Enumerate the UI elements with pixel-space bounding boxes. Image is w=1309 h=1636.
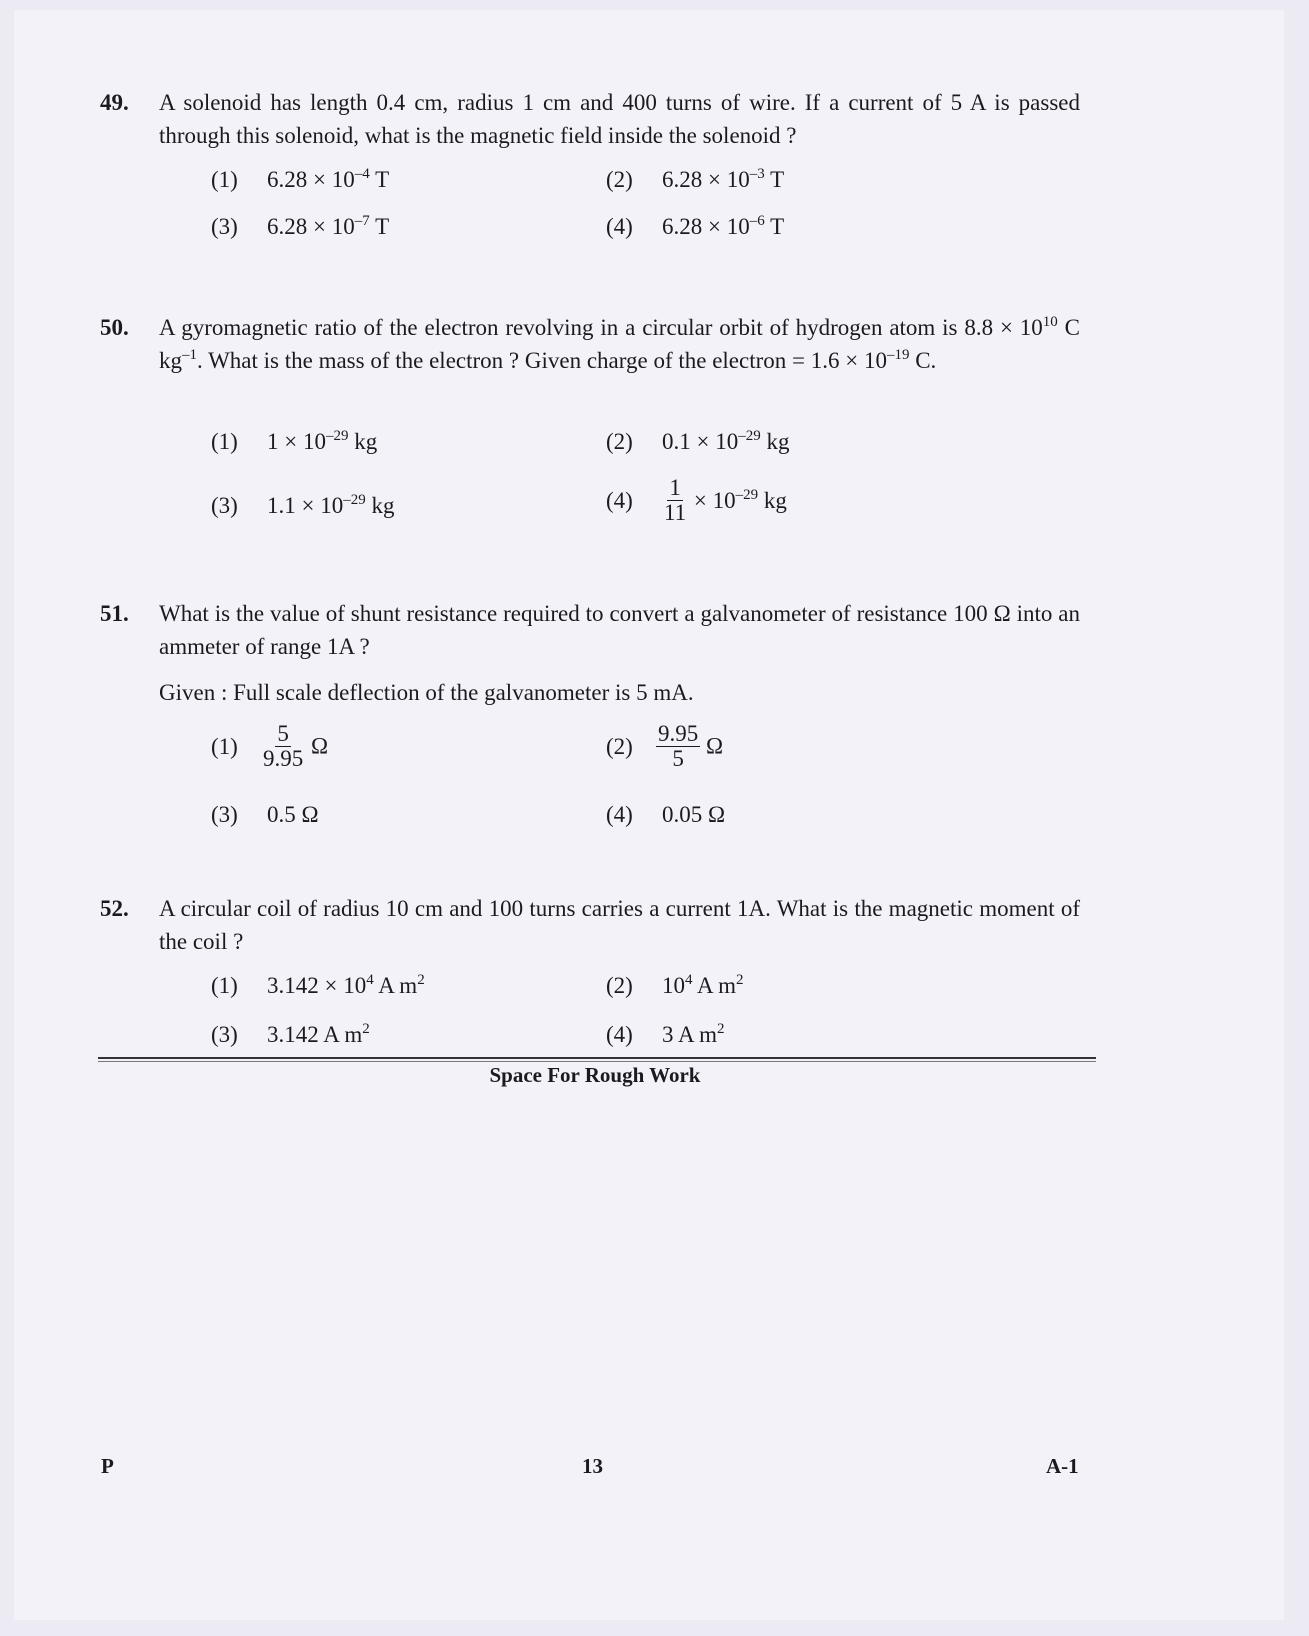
option-50-2: (2) $0.1 \times 10^{-29}$ kg — [606, 428, 790, 454]
option-49-3: (3) $6.28 \times 10^{-7}$ T — [211, 213, 390, 239]
fraction: $\frac{5}{9.95}$ — [263, 721, 304, 771]
option-52-4: (4) 3 A $m^2$ — [606, 1021, 725, 1047]
option-52-2: (2) $10^4$ A $m^2$ — [606, 972, 744, 998]
question-text: A gyromagnetic ratio of the electron revolving in a circular orbit of hydrogen atom is $8.8 \times 10^{10}$ C $kg^{-1}$. What is the mass of the electron ? Given charge of the electron = $1.6 \times 10^{-19}$ C. — [159, 314, 1080, 373]
divider-rule — [98, 1057, 1096, 1059]
question-number: 52. — [100, 896, 129, 921]
fraction: $\frac{9.95}{5}$ — [658, 721, 699, 771]
option-51-1: (1) $\frac{5}{9.95}$ Ω — [211, 721, 329, 771]
question-number: 50. — [100, 315, 129, 340]
option-49-4: (4) $6.28 \times 10^{-6}$ T — [606, 213, 785, 239]
option-51-4: (4) 0.05 Ω — [606, 802, 726, 827]
page-number: 13 — [582, 1454, 603, 1478]
divider-rule-thin — [98, 1061, 1096, 1062]
option-49-2: (2) $6.28 \times 10^{-3}$ T — [606, 166, 785, 192]
question-text: A solenoid has length 0.4 cm, radius 1 cm and 400 turns of wire. If a current of 5 A is passed through this solenoid, what is the magnetic field inside the solenoid ? — [159, 90, 1080, 148]
option-50-3: (3) $1.1 \times 10^{-29}$ kg — [211, 492, 395, 518]
question-text: A circular coil of radius 10 cm and 100 turns carries a current 1A. What is the magnetic moment of the coil ? — [159, 896, 1080, 954]
question-number: 49. — [100, 90, 129, 115]
option-50-4: (4) $\frac{1}{11}$ × $10^{-29}$ kg — [606, 475, 787, 525]
fraction: $\frac{1}{11}$ — [664, 475, 687, 525]
option-49-1: (1) $6.28 \times 10^{-4}$ T — [211, 166, 390, 192]
footer-left: P — [101, 1454, 114, 1478]
rough-work-heading: Space For Rough Work — [489, 1063, 701, 1087]
question-number: 51. — [100, 601, 129, 626]
option-52-1: (1) $3.142 \times 10^4$ A $m^2$ — [211, 972, 425, 998]
option-51-3: (3) 0.5 Ω — [211, 802, 319, 827]
option-50-1: (1) $1 \times 10^{-29}$ kg — [211, 428, 378, 454]
option-51-2: (2) $\frac{9.95}{5}$ Ω — [606, 721, 724, 771]
question-text: What is the value of shunt resistance required to convert a galvanometer of resistance 100 Ω into an ammeter of range 1A ? — [159, 601, 1080, 659]
option-52-3: (3) 3.142 A $m^2$ — [211, 1021, 370, 1047]
footer-right: A-1 — [1046, 1454, 1079, 1478]
given-text: Given : Full scale deflection of the galvanometer is 5 mA. — [159, 680, 694, 705]
